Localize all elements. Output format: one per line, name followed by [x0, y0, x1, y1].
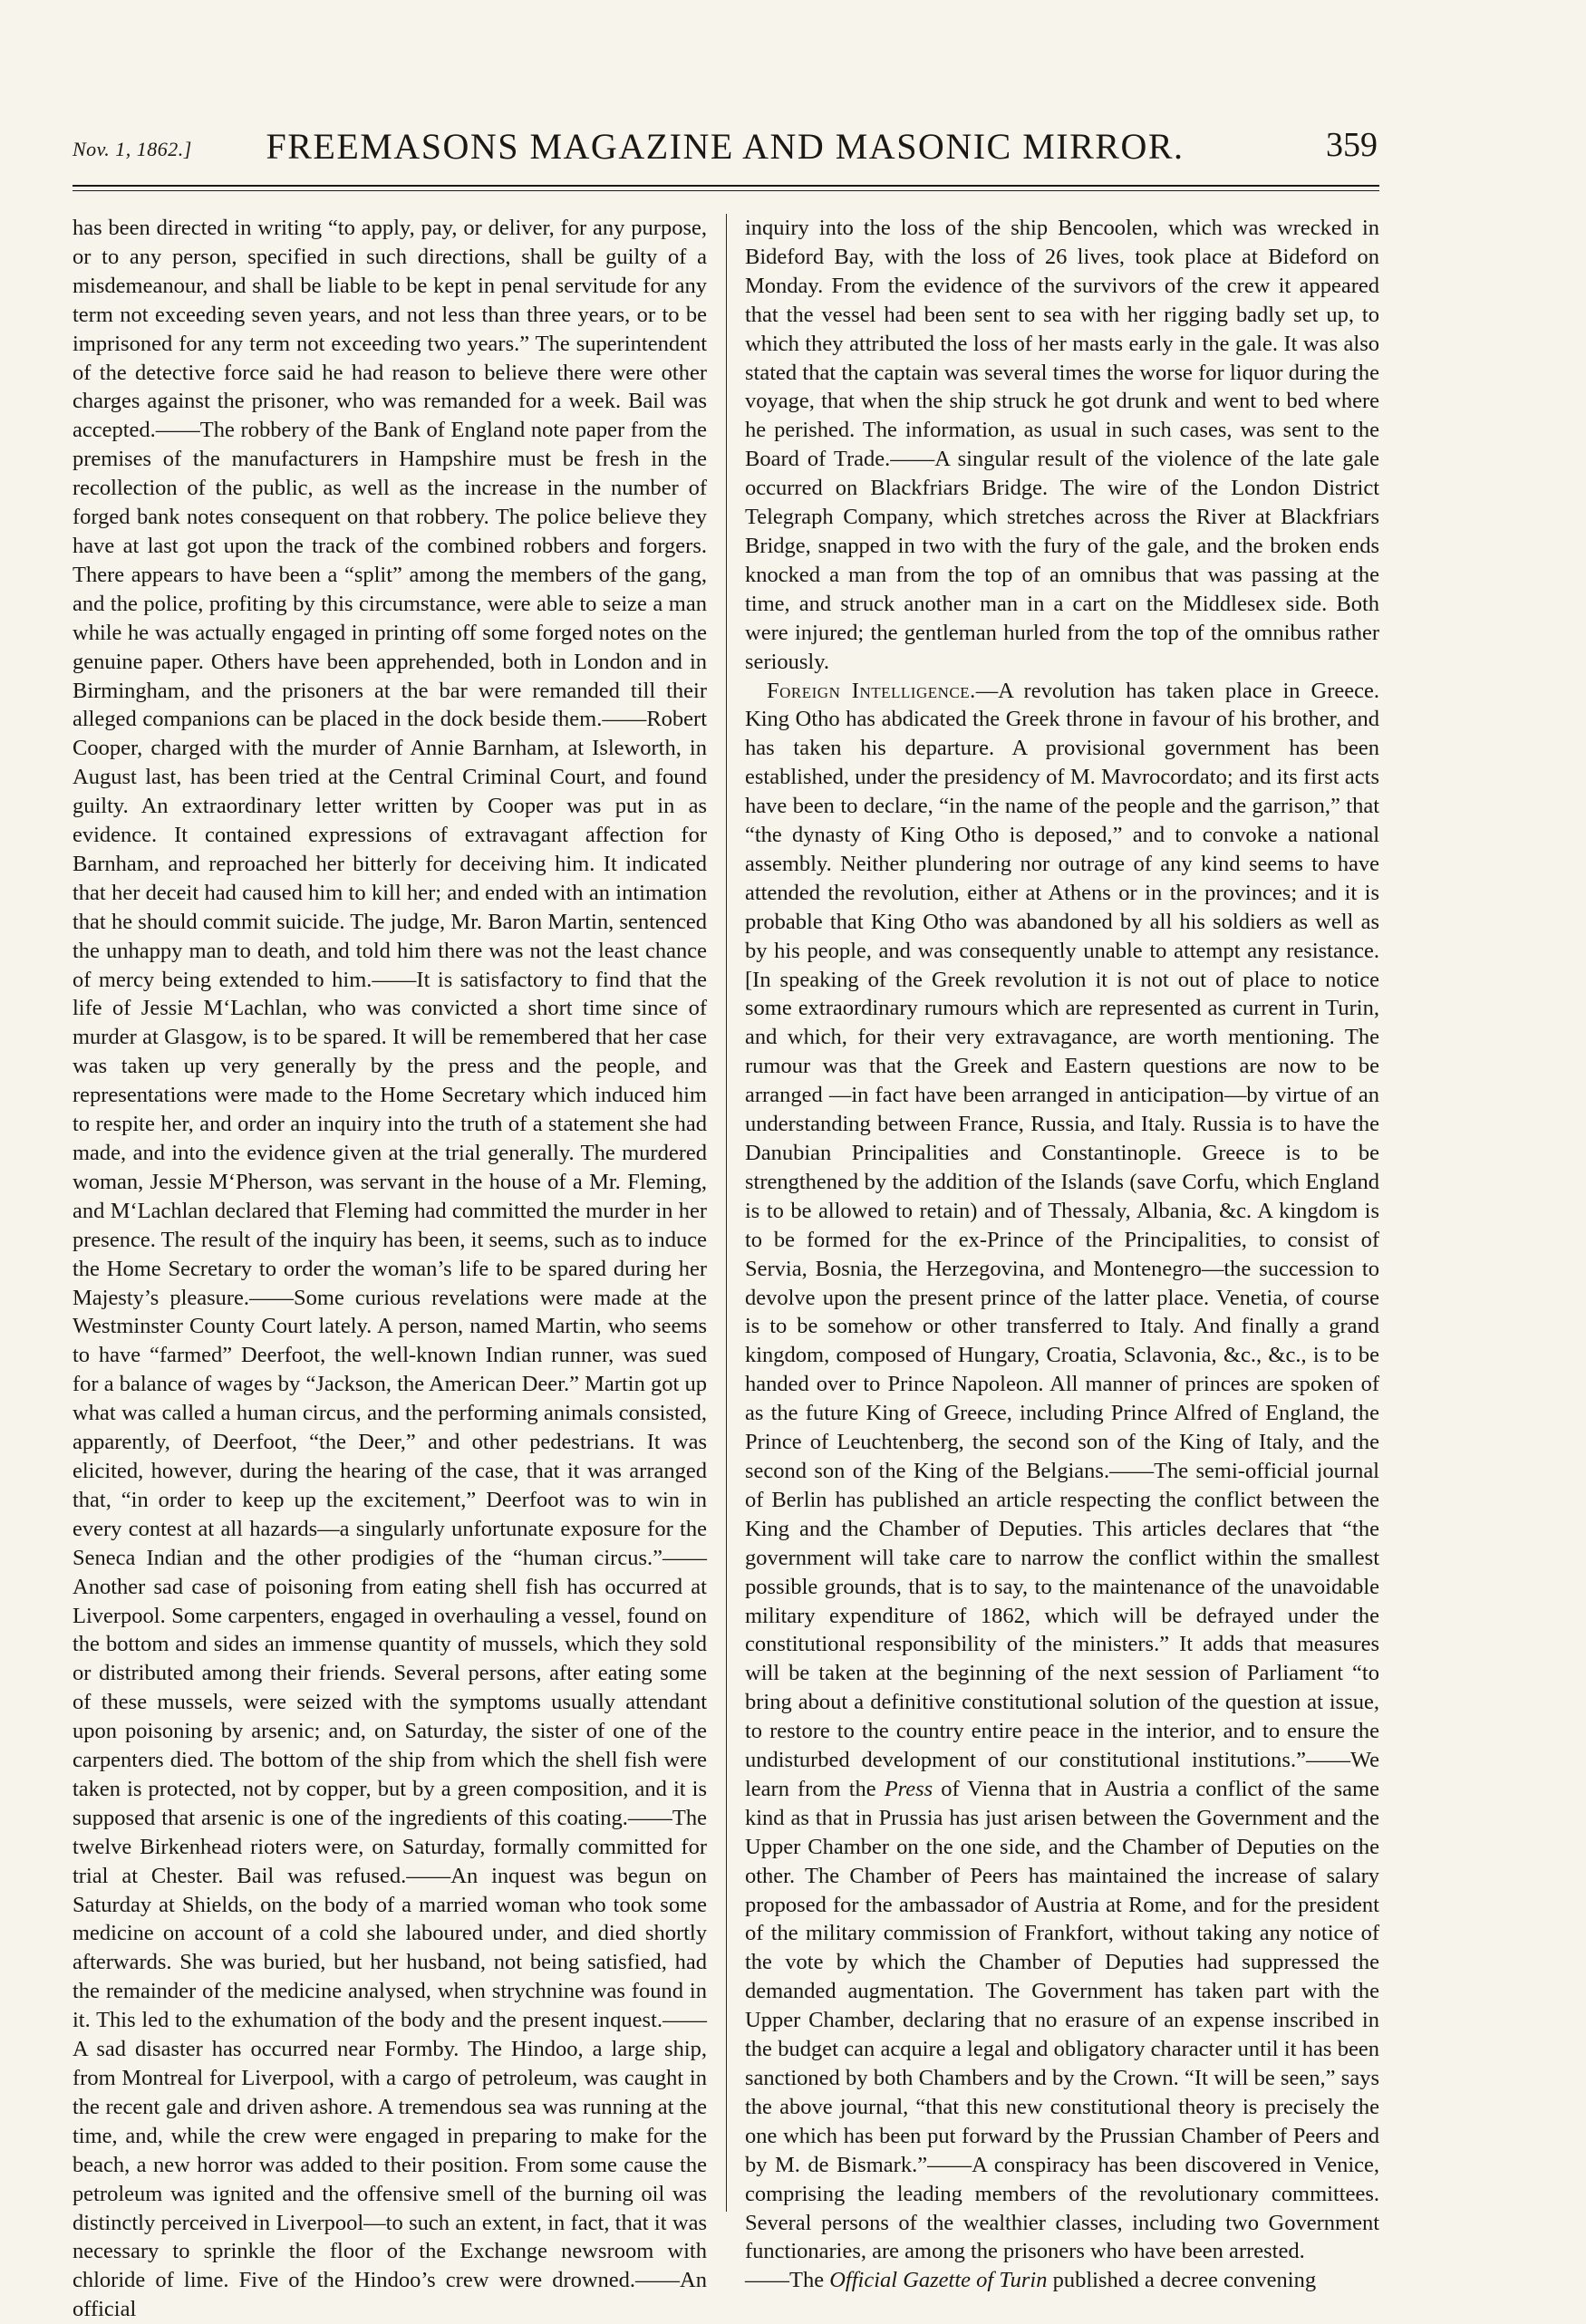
gazette-paragraph — [745, 2266, 1379, 2295]
header-page-number: 359 — [1326, 126, 1378, 164]
header-title: FREEMASONS MAGAZINE AND MASONIC MIRROR. — [266, 126, 1185, 167]
left-column-text: has been directed in writing “to apply, pay, or deliver, for any purpose, or to any person, specified in such directions, shall be guilty of a misdemeanour, and shall be liable to be kept in penal servitude for any term not exceeding seven years, and not less than three years, or to be imprisoned for any term not exceeding two years.” The superintendent of the detective force said he had reason to believe there were other charges against the prisoner, who was remanded for a week. Bail was accepted.——The robbery of the Bank of England note paper from the premises of the manufacturers in Hampshire must be fresh in the recollection of the public, as well as the increase in the number of forged bank notes consequent on that robbery. The police believe they have at last got upon the track of the combined robbers and forgers. There appears to have been a “split” among the members of the gang, and the police, profiting by this circumstance, were able to seize a man while he was actually engaged in printing off some forged notes on the genuine paper. Others have been apprehended, both in London and in Birmingham, and the prisoners at the bar were remanded till their alleged companions can be placed in the dock beside them.——Robert Cooper, charged with the murder of Annie Barnham, at Isleworth, in August last, has been tried at the Central Criminal Court, and found guilty. An extraordinary letter written by Cooper was put in as evidence. It contained expressions of extravagant affection for Barnham, and reproached her bitterly for deceiving him. It indicated that her deceit had caused him to kill her; and ended with an intimation that he should commit suicide. The judge, Mr. Baron Martin, sentenced the unhappy man to death, and told him there was not the least chance of mercy being extended to him.——It is satisfactory to find that the life of Jessie M‘Lachlan, who was convicted a short time since of murder at Glasgow, is to be spared. It will be remembered that her case was taken up very generally by the press and the people, and representations were made to the Home Secretary which induced him to respite her, and order an inquiry into the truth of a statement she had made, and into the evidence given at the trial generally. The murdered woman, Jessie M‘Pherson, was servant in the house of a Mr. Fleming, and M‘Lachlan declared that Fleming had committed the murder in her presence. The result of the inquiry has been, it seems, such as to induce the Home Secretary to order the woman’s life to be spared during her Majesty’s pleasure.——Some curious revelations were made at the Westminster County Court lately. A person, named Martin, who seems to have “farmed” Deerfoot, the well-known Indian runner, was sued for a balance of wages by “Jackson, the American Deer.” Martin got up what was called a human circus, and the performing animals consisted, apparently, of Deerfoot, “the Deer,” and other pedestrians. It was elicited, however, during the hearing of the case, that it was arranged that, “in order to keep up the excitement,” Deerfoot was to win in every contest at all hazards—a singularly unfortunate exposure for the Seneca Indian and the other prodigies of the “human circus.”——Another sad case of poisoning from eating shell fish has occurred at Liverpool. Some carpenters, engaged in overhauling a vessel, found on the bottom and sides an immense quantity of mussels, which they sold or distributed among their friends. Several persons, after eating some of these mussels, were seized with the symptoms usually attendant upon poisoning by arsenic; and, on Saturday, the sister of one of the carpenters died. The bottom of the ship from which the shell fish were taken is protected, not by copper, but by a green composition, and it is supposed that arsenic is one of the ingredients of this coating.——The twelve Birkenhead rioters were, on Saturday, formally committed for trial at Chester. Bail was refused.——An inquest was begun on Saturday at Shields, on the body of a married woman who took some medicine on account of a cold she laboured under, and died shortly afterwards. She was buried, but her husband, not being satisfied, had the remainder of the medicine analysed, when strychnine was found in it. This led to the exhumation of the body and the present inquest.——A sad disaster has occurred near Formby. The Hindoo, a large ship, from Montreal for Liverpool, with a cargo of petroleum, was caught in the recent gale and driven ashore. A tremendous sea was running at the time, and, while the crew were engaged in preparing to make for the beach, a new horror was added to their position. From some cause the petroleum was ignited and the offensive smell of the burning oil was distinctly perceived in Liverpool—to such an extent, in fact, that it was necessary to sprinkle the floor of the Exchange newsroom with chloride of lime. Five of the Hindoo’s crew were drowned.——An official — [73, 216, 707, 2322]
gazette-lead: ——The — [745, 2268, 830, 2293]
left-column — [73, 214, 707, 2322]
foreign-intelligence-heading: Foreign Intelligence. — [767, 678, 976, 703]
foreign-intelligence-text-2: of Vienna that in Austria a conflict of the same kind as that in Prussia has just arisen between the Government and the Upper Chamber on the one side, and the Chamber of Deputies on the other. The Chamber of Peers has maintained the increase of salary proposed for the ambassador of Austria at Rome, and for the president of the military commission of Frankfort, without taking any notice of the vote by which the Chamber of Deputies had suppressed the demanded augmentation. The Government has taken part with the Upper Chamber, declaring that no erasure of an expense inscribed in the budget can acquire a legal and obligatory character until it has been sanctioned by both Chambers and by the Crown. “It will be seen,” says the above journal, “that this new constitutional theory is precisely the one which has been put forward by the Prussian Chamber of Peers and by M. de Bismark.”——A conspiracy has been discovered in Venice, comprising the leading members of the revolutionary committees. Several persons of the wealthier classes, including two Government functionaries, are among the prisoners who have been arrested. — [745, 1776, 1379, 2264]
gazette-text: published a decree convening — [1047, 2268, 1317, 2293]
right-column — [745, 214, 1379, 2293]
header-date: Nov. 1, 1862.] — [73, 138, 192, 160]
press-label: Press — [884, 1776, 933, 1801]
column-divider — [726, 214, 727, 2212]
header-rule-thick — [73, 185, 1379, 187]
header-rule-thin — [73, 190, 1379, 191]
foreign-intelligence-text: —A revolution has taken place in Greece. King Otho has abdicated the Greek throne in favour of his brother, and has taken his departure. A provisional government has been established, under the presidency of M. Mavrocordato; and its first acts have been to declare, “in the name of the people and the garrison,” that “the dynasty of King Otho is deposed,” and to convoke a national assembly. Neither plundering nor outrage of any kind seems to have attended the revolution, either at Athens or in the provinces; and it is probable that King Otho was abandoned by all his soldiers as well as by his people, and was consequently unable to attempt any resistance. [In speaking of the Greek revolution it is not out of place to notice some extraordinary rumours which are represented as current in Turin, and which, for their very extravagance, are worth mentioning. The rumour was that the Greek and Eastern questions are now to be arranged —in fact have been arranged in anticipation—by virtue of an understanding between France, Russia, and Italy. Russia is to have the Danubian Principalities and Constantinople. Greece is to be strengthened by the addition of the Islands (save Corfu, which England is to be allowed to retain) and of Thessaly, Albania, &c. A kingdom is to be formed for the ex-Prince of the Principalities, to consist of Servia, Bosnia, the Herzegovina, and Montenegro—the succession to devolve upon the present prince of the latter place. Venetia, of course is to be somehow or other transferred to Italy. And finally a grand kingdom, composed of Hungary, Croatia, Sclavonia, &c., &c., is to be handed over to Prince Napoleon. All manner of princes are spoken of as the future King of Greece, including Prince Alfred of England, the Prince of Leuchtenberg, the second son of the King of Italy, and the second son of the King of the Belgians.——The semi-official journal of Berlin has published an article respecting the conflict between the King and the Chamber of Deputies. This articles declares that “the government will take care to narrow the conflict within the smallest possible grounds, that is to say, to the maintenance of the unavoidable military expenditure of 1862, which will be defrayed under the constitutional responsibility of the ministers.” It adds that measures will be taken at the beginning of the next session of Parliament “to bring about a definitive constitutional solution of the question at issue, to restore to the country entire peace in the interior, and to ensure the undisturbed development of our constitutional institutions.”——We learn from the — [745, 678, 1379, 1801]
gazette-label: Official Gazette of Turin — [829, 2268, 1048, 2293]
right-column-text-1: inquiry into the loss of the ship Bencoolen, which was wrecked in Bideford Bay, with the loss of 26 lives, took place at Bideford on Monday. From the evidence of the survivors of the crew it appeared that the vessel had been sent to sea with her rigging badly set up, to which they attributed the loss of her masts early in the gale. It was also stated that the captain was several times the worse for liquor during the voyage, that when the ship struck he got drunk and went to bed where he perished. The information, as usual in such cases, was sent to the Board of Trade.——A singular result of the violence of the late gale occurred on Blackfriars Bridge. The wire of the London District Telegraph Company, which stretches across the River at Blackfriars Bridge, snapped in two with the fury of the gale, and the broken ends knocked a man from the top of an omnibus that was passing at the time, and struck another man in a cart on the Middlesex side. Both were injured; the gentleman hurled from the top of the omnibus rather seriously. — [745, 216, 1379, 674]
foreign-intelligence-paragraph — [745, 677, 1379, 2267]
page-header — [73, 121, 1378, 176]
